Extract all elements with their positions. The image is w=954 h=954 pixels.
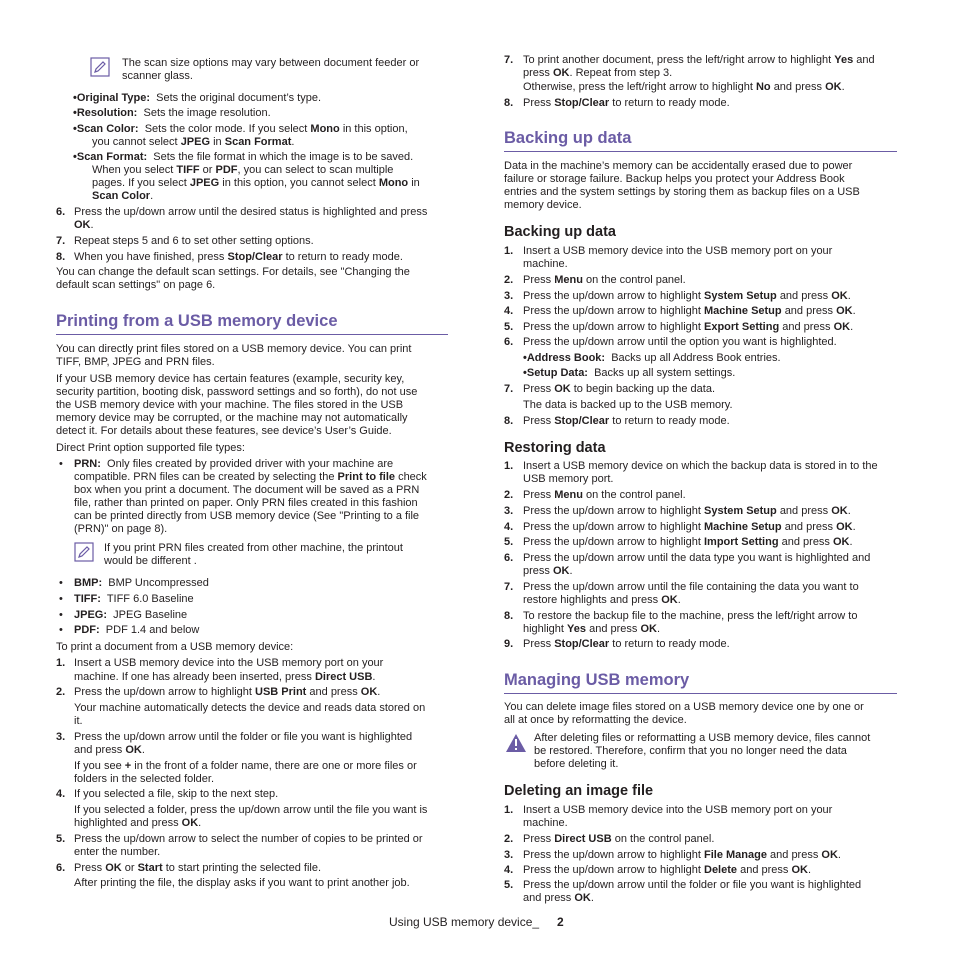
step-text: Press the up/down arrow until the folder or file you want is highlighted xyxy=(523,879,862,891)
step-number: 4. xyxy=(56,788,66,800)
step-text: Press the up/down arrow to highlight Export Setting and press OK. xyxy=(523,321,854,333)
step-number: 8. xyxy=(504,415,514,427)
step-text: Press Stop/Clear to return to ready mode. xyxy=(523,97,730,109)
step-text: Press the up/down arrow to highlight Import Setting and press OK. xyxy=(523,536,853,548)
step-number: 7. xyxy=(504,581,514,593)
step-number: 5. xyxy=(504,321,514,333)
step-text: highlighted and press OK. xyxy=(74,817,202,829)
bullet-text: file, rather than printed on paper. Only PRN files created in this fashion xyxy=(74,497,418,509)
step-text: To restore the backup file to the machine, press the left/right arrow to xyxy=(523,610,858,622)
option-resolution: •Resolution: Sets the image resolution. xyxy=(73,107,271,119)
option-scan-format-cont: pages. If you select JPEG in this option, you cannot select Mono in xyxy=(92,177,420,189)
step-number: 1. xyxy=(504,245,514,257)
step-text: Press Stop/Clear to return to ready mode. xyxy=(523,638,730,650)
step-text: Press Menu on the control panel. xyxy=(523,274,686,286)
step-text: If you selected a file, skip to the next step. xyxy=(74,788,279,800)
warning-line: before deleting it. xyxy=(534,758,619,770)
step-text: Repeat steps 5 and 6 to set other setting options. xyxy=(74,235,314,247)
step-number: 8. xyxy=(504,97,514,109)
paragraph-line: You can change the default scan settings. For details, see "Changing the xyxy=(56,266,410,278)
option-scan-format: •Scan Format: Sets the file format in which the image is to be saved. xyxy=(73,151,414,163)
step-text: Press Stop/Clear to return to ready mode. xyxy=(523,415,730,427)
option-original-type: •Original Type: Sets the original document’s type. xyxy=(73,92,322,104)
step-text: restore highlights and press OK. xyxy=(523,594,681,606)
step-number: 2. xyxy=(504,274,514,286)
step-text: Press Menu on the control panel. xyxy=(523,489,686,501)
bullet-text: PDF: PDF 1.4 and below xyxy=(74,624,200,636)
bullet: • xyxy=(59,624,63,636)
paragraph-line: the USB memory device with your machine. The files stored in the USB xyxy=(56,399,404,411)
step-number: 1. xyxy=(504,804,514,816)
bullet-text: BMP: BMP Uncompressed xyxy=(74,577,209,589)
bullet-text: box when you print a document. The document will be saved as a PRN xyxy=(74,484,420,496)
step-number: 8. xyxy=(504,610,514,622)
step-number: 3. xyxy=(56,731,66,743)
step-text: it. xyxy=(74,715,83,727)
paragraph-line: Direct Print option supported file types: xyxy=(56,442,245,454)
paragraph-line: memory device. xyxy=(504,199,582,211)
note-pencil-icon xyxy=(90,57,110,77)
step-number: 3. xyxy=(504,505,514,517)
step-text: Press the up/down arrow until the folder or file you want is highlighted xyxy=(74,731,413,743)
step-text: If you see + in the front of a folder name, there are one or more files or xyxy=(74,760,417,772)
step-text: Otherwise, press the left/right arrow to highlight No and press OK. xyxy=(523,81,845,93)
section-heading: Managing USB memory xyxy=(504,671,897,694)
step-text: To print another document, press the left/right arrow to highlight Yes and xyxy=(523,54,875,66)
bullet: • xyxy=(59,593,63,605)
step-text: press OK. Repeat from step 3. xyxy=(523,67,673,79)
step-text: Press the up/down arrow to select the number of copies to be printed or xyxy=(74,833,423,845)
note-pencil-icon xyxy=(74,542,94,562)
paragraph-line: If your USB memory device has certain features (example, security key, xyxy=(56,373,405,385)
paragraph-line: To print a document from a USB memory device: xyxy=(56,641,294,653)
step-text: When you have finished, press Stop/Clear to return to ready mode. xyxy=(74,251,403,263)
bullet-text: TIFF: TIFF 6.0 Baseline xyxy=(74,593,194,605)
step-number: 7. xyxy=(504,54,514,66)
step-text: machine. If one has already been inserted, press Direct USB. xyxy=(74,671,376,683)
step-text: Your machine automatically detects the device and reads data stored on xyxy=(74,702,426,714)
option-scan-format-cont: Scan Color. xyxy=(92,190,154,202)
option-setup-data: •Setup Data: Backs up all system settings. xyxy=(523,367,736,379)
step-text: and press OK. xyxy=(523,892,594,904)
paragraph-line: failure or storage failure. Backup helps you protect your Address Book xyxy=(504,173,845,185)
paragraph-line: memory device may be corrupted, or the machine may not automatically xyxy=(56,412,408,424)
subsection-heading: Deleting an image file xyxy=(504,783,654,799)
step-number: 6. xyxy=(56,206,66,218)
option-address-book: •Address Book: Backs up all Address Book entries. xyxy=(523,352,781,364)
step-text: Press the up/down arrow to highlight File Manage and press OK. xyxy=(523,849,841,861)
step-text: Press the up/down arrow to highlight USB Print and press OK. xyxy=(74,686,381,698)
subsection-heading: Restoring data xyxy=(504,440,606,456)
bullet-text: JPEG: JPEG Baseline xyxy=(74,609,188,621)
step-text: Press the up/down arrow to highlight Machine Setup and press OK. xyxy=(523,521,856,533)
step-text: and press OK. xyxy=(74,744,145,756)
section-heading: Backing up data xyxy=(504,129,897,152)
step-text: If you selected a folder, press the up/down arrow until the file you want is xyxy=(74,804,428,816)
step-number: 4. xyxy=(504,864,514,876)
footer-title: Using USB memory device_ xyxy=(389,915,540,929)
paragraph-line: entries and the system settings by storing them as backup files on a USB xyxy=(504,186,860,198)
subsection-heading: Backing up data xyxy=(504,224,616,240)
paragraph-line: You can delete image files stored on a USB memory device one by one or xyxy=(504,701,864,713)
step-text: Insert a USB memory device on which the backup data is stored in to the xyxy=(523,460,878,472)
step-number: 5. xyxy=(504,879,514,891)
page-number: 2 xyxy=(557,915,564,929)
step-text: highlight Yes and press OK. xyxy=(523,623,661,635)
option-scan-color: •Scan Color: Sets the color mode. If you select Mono in this option, xyxy=(73,123,408,135)
step-number: 5. xyxy=(504,536,514,548)
option-scan-color-cont: you cannot select JPEG in Scan Format. xyxy=(92,136,295,148)
step-text: The data is backed up to the USB memory. xyxy=(523,399,733,411)
step-text: Insert a USB memory device into the USB memory port on your xyxy=(523,804,833,816)
step-number: 7. xyxy=(56,235,66,247)
step-text: Press the up/down arrow until the desired status is highlighted and press xyxy=(74,206,428,218)
paragraph-line: TIFF, BMP, JPEG and PRN files. xyxy=(56,356,215,368)
note-line: scanner glass. xyxy=(122,70,193,82)
step-number: 6. xyxy=(56,862,66,874)
step-text: Press OK or Start to start printing the selected file. xyxy=(74,862,322,874)
step-number: 1. xyxy=(504,460,514,472)
step-number: 2. xyxy=(504,833,514,845)
step-number: 4. xyxy=(504,521,514,533)
bullet: • xyxy=(59,458,63,470)
step-number: 7. xyxy=(504,383,514,395)
paragraph-line: all at once by reformatting the device. xyxy=(504,714,687,726)
paragraph-line: security partition, booting disk, password settings and so forth), do not use xyxy=(56,386,418,398)
step-number: 6. xyxy=(504,552,514,564)
paragraph-line: You can directly print files stored on a USB memory device. You can print xyxy=(56,343,412,355)
step-number: 9. xyxy=(504,638,514,650)
section-heading: Printing from a USB memory device xyxy=(56,312,448,335)
note-line: The scan size options may vary between document feeder or xyxy=(122,57,420,69)
step-text: press OK. xyxy=(523,565,573,577)
step-text: Press Direct USB on the control panel. xyxy=(523,833,715,845)
option-scan-format-cont: When you select TIFF or PDF, you can select to scan multiple xyxy=(92,164,394,176)
note-line: would be different . xyxy=(104,555,197,567)
warning-line: be restored. Therefore, confirm that you no longer need the data xyxy=(534,745,847,757)
step-text: Press the up/down arrow until the option you want is highlighted. xyxy=(523,336,837,348)
bullet-text: can be printed directly from USB memory device (See "Printing to a file xyxy=(74,510,420,522)
step-number: 6. xyxy=(504,336,514,348)
step-text: OK. xyxy=(74,219,94,231)
step-number: 3. xyxy=(504,849,514,861)
step-number: 2. xyxy=(504,489,514,501)
step-text: Press the up/down arrow to highlight System Setup and press OK. xyxy=(523,290,851,302)
bullet: • xyxy=(59,577,63,589)
note-line: If you print PRN files created from other machine, the printout xyxy=(104,542,403,554)
bullet-text: compatible. PRN files can be created by selecting the Print to file check xyxy=(74,471,427,483)
step-number: 8. xyxy=(56,251,66,263)
step-text: USB memory port. xyxy=(523,473,614,485)
step-text: After printing the file, the display asks if you want to print another job. xyxy=(74,877,410,889)
step-number: 4. xyxy=(504,305,514,317)
paragraph-line: Data in the machine’s memory can be accidentally erased due to power xyxy=(504,160,853,172)
step-text: enter the number. xyxy=(74,846,161,858)
warning-line: After deleting files or reformatting a USB memory device, files cannot xyxy=(534,732,871,744)
step-text: folders in the selected folder. xyxy=(74,773,215,785)
paragraph-line: detect it. For details about these features, see device’s User’s Guide. xyxy=(56,425,392,437)
bullet-text: (PRN)" on page 8). xyxy=(74,523,168,535)
bullet-text: PRN: Only files created by provided driver with your machine are xyxy=(74,458,394,470)
step-text: Press the up/down arrow until the file containing the data you want to xyxy=(523,581,859,593)
bullet: • xyxy=(59,609,63,621)
step-text: Insert a USB memory device into the USB memory port on your xyxy=(74,657,384,669)
step-text: Insert a USB memory device into the USB memory port on your xyxy=(523,245,833,257)
paragraph-line: default scan settings" on page 6. xyxy=(56,279,216,291)
step-number: 3. xyxy=(504,290,514,302)
step-text: Press the up/down arrow until the data type you want is highlighted and xyxy=(523,552,871,564)
step-text: Press the up/down arrow to highlight Delete and press OK. xyxy=(523,864,812,876)
step-number: 2. xyxy=(56,686,66,698)
step-number: 1. xyxy=(56,657,66,669)
step-text: Press the up/down arrow to highlight Machine Setup and press OK. xyxy=(523,305,856,317)
step-text: Press the up/down arrow to highlight System Setup and press OK. xyxy=(523,505,851,517)
step-text: machine. xyxy=(523,258,568,270)
step-text: Press OK to begin backing up the data. xyxy=(523,383,716,395)
page-footer xyxy=(0,915,954,931)
step-number: 5. xyxy=(56,833,66,845)
step-text: machine. xyxy=(523,817,568,829)
warning-triangle-icon xyxy=(505,733,527,753)
